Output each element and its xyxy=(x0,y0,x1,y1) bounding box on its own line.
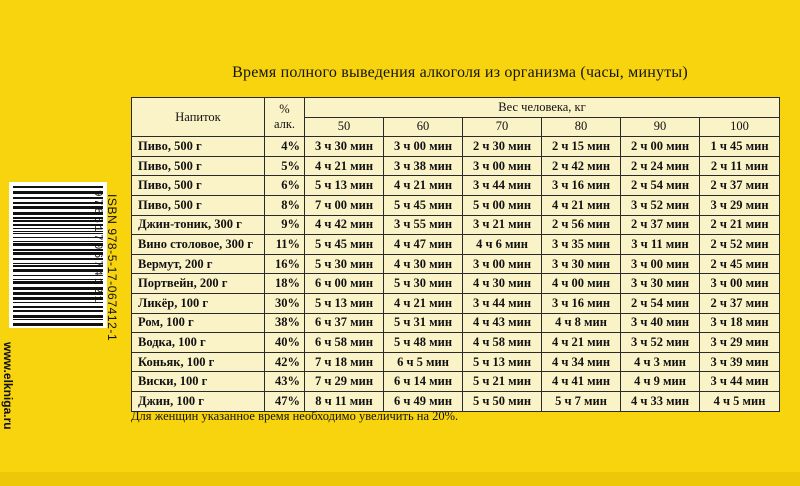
elimination-time: 4 ч 58 мин xyxy=(463,333,542,353)
elimination-time: 4 ч 5 мин xyxy=(700,391,780,411)
header-body-weight: Вес человека, кг xyxy=(305,98,780,118)
elimination-time: 4 ч 41 мин xyxy=(542,372,621,392)
alcohol-percent: 16% xyxy=(265,254,305,274)
elimination-time: 6 ч 49 мин xyxy=(384,391,463,411)
barcode-bar xyxy=(13,231,103,232)
elimination-time: 3 ч 00 мин xyxy=(463,156,542,176)
elimination-time: 3 ч 11 мин xyxy=(621,235,700,255)
alcohol-percent: 43% xyxy=(265,372,305,392)
elimination-time: 2 ч 54 мин xyxy=(621,176,700,196)
elimination-time: 3 ч 00 мин xyxy=(463,254,542,274)
elimination-time: 2 ч 56 мин xyxy=(542,215,621,235)
elimination-time: 3 ч 30 мин xyxy=(621,274,700,294)
drink-name: Пиво, 500 г xyxy=(132,195,265,215)
table-row xyxy=(132,372,780,392)
alcohol-percent: 5% xyxy=(265,156,305,176)
elimination-time: 6 ч 00 мин xyxy=(305,274,384,294)
elimination-time: 3 ч 44 мин xyxy=(700,372,780,392)
table-row xyxy=(132,137,780,157)
elimination-time: 2 ч 52 мин xyxy=(700,235,780,255)
elimination-time: 1 ч 45 мин xyxy=(700,137,780,157)
table-row xyxy=(132,235,780,255)
elimination-time: 2 ч 15 мин xyxy=(542,137,621,157)
elimination-time: 3 ч 44 мин xyxy=(463,293,542,313)
barcode-bar xyxy=(13,323,103,326)
barcode-bar xyxy=(13,279,103,280)
elimination-time: 2 ч 24 мин xyxy=(621,156,700,176)
elimination-time: 2 ч 45 мин xyxy=(700,254,780,274)
elimination-time: 3 ч 00 мин xyxy=(384,137,463,157)
header-alcohol-percent: % алк. xyxy=(265,98,305,137)
header-weight-90: 90 xyxy=(621,117,700,137)
alcohol-percent: 8% xyxy=(265,195,305,215)
barcode-bar xyxy=(13,315,103,318)
elimination-time: 4 ч 33 мин xyxy=(621,391,700,411)
alcohol-percent: 9% xyxy=(265,215,305,235)
elimination-time: 3 ч 29 мин xyxy=(700,195,780,215)
alcohol-percent: 4% xyxy=(265,137,305,157)
barcode-bar xyxy=(13,269,103,272)
barcode-digits: 9785170674121 xyxy=(91,190,103,305)
elimination-time: 2 ч 54 мин xyxy=(621,293,700,313)
elimination-time: 2 ч 21 мин xyxy=(700,215,780,235)
alcohol-elimination-table xyxy=(131,97,780,412)
barcode-bar xyxy=(13,252,103,255)
elimination-time: 3 ч 00 мин xyxy=(700,274,780,294)
header-weight-80: 80 xyxy=(542,117,621,137)
elimination-time: 3 ч 16 мин xyxy=(542,176,621,196)
elimination-time: 4 ч 00 мин xyxy=(542,274,621,294)
website-link[interactable]: www.elkniga.ru xyxy=(1,342,15,430)
barcode-bar xyxy=(13,263,103,264)
barcode-bar xyxy=(13,206,103,209)
elimination-time: 7 ч 29 мин xyxy=(305,372,384,392)
drink-name: Ром, 100 г xyxy=(132,313,265,333)
elimination-time: 6 ч 5 мин xyxy=(384,352,463,372)
elimination-time: 4 ч 34 мин xyxy=(542,352,621,372)
barcode-bar xyxy=(13,220,103,222)
elimination-time: 4 ч 9 мин xyxy=(621,372,700,392)
barcode-bar xyxy=(13,212,103,215)
elimination-time: 4 ч 42 мин xyxy=(305,215,384,235)
elimination-time: 4 ч 30 мин xyxy=(463,274,542,294)
elimination-time: 4 ч 21 мин xyxy=(542,333,621,353)
alcohol-percent: 38% xyxy=(265,313,305,333)
elimination-time: 4 ч 3 мин xyxy=(621,352,700,372)
elimination-time: 3 ч 55 мин xyxy=(384,215,463,235)
drink-name: Джин-тоник, 300 г xyxy=(132,215,265,235)
elimination-time: 3 ч 18 мин xyxy=(700,313,780,333)
header-weight-50: 50 xyxy=(305,117,384,137)
elimination-time: 5 ч 13 мин xyxy=(463,352,542,372)
elimination-time: 6 ч 37 мин xyxy=(305,313,384,333)
elimination-time: 2 ч 37 мин xyxy=(700,176,780,196)
alcohol-percent: 42% xyxy=(265,352,305,372)
barcode-bar xyxy=(13,243,103,246)
header-weight-70: 70 xyxy=(463,117,542,137)
barcode-bar xyxy=(13,237,103,238)
barcode-bar xyxy=(13,197,103,199)
barcode-bar xyxy=(13,302,103,303)
table-row xyxy=(132,156,780,176)
elimination-time: 3 ч 39 мин xyxy=(700,352,780,372)
alcohol-percent: 18% xyxy=(265,274,305,294)
barcode-bar xyxy=(13,241,103,242)
elimination-time: 3 ч 44 мин xyxy=(463,176,542,196)
footnote: Для женщин указанное время необходимо увеличить на 20%. xyxy=(131,409,459,423)
elimination-time: 3 ч 21 мин xyxy=(463,215,542,235)
barcode-bar xyxy=(13,319,103,320)
elimination-time: 5 ч 7 мин xyxy=(542,391,621,411)
elimination-time: 7 ч 00 мин xyxy=(305,195,384,215)
table-row xyxy=(132,254,780,274)
elimination-time: 6 ч 14 мин xyxy=(384,372,463,392)
alcohol-percent: 40% xyxy=(265,333,305,353)
isbn-label: ISBN 978-5-17-067412-1 xyxy=(105,194,119,342)
elimination-time: 3 ч 30 мин xyxy=(542,254,621,274)
elimination-time: 4 ч 43 мин xyxy=(463,313,542,333)
barcode-bar xyxy=(13,281,103,284)
drink-name: Пиво, 500 г xyxy=(132,137,265,157)
barcode-bar xyxy=(13,233,103,234)
table-row xyxy=(132,313,780,333)
elimination-time: 4 ч 47 мин xyxy=(384,235,463,255)
elimination-time: 3 ч 52 мин xyxy=(621,195,700,215)
elimination-time: 3 ч 00 мин xyxy=(621,254,700,274)
table-row xyxy=(132,293,780,313)
elimination-time: 4 ч 21 мин xyxy=(542,195,621,215)
barcode-bar xyxy=(13,249,103,251)
elimination-time: 5 ч 30 мин xyxy=(384,274,463,294)
barcode-bar xyxy=(13,217,103,219)
barcode-bar xyxy=(13,191,103,194)
elimination-time: 2 ч 37 мин xyxy=(700,293,780,313)
table-row xyxy=(132,195,780,215)
drink-name: Пиво, 500 г xyxy=(132,176,265,196)
elimination-time: 4 ч 6 мин xyxy=(463,235,542,255)
elimination-time: 6 ч 58 мин xyxy=(305,333,384,353)
elimination-time: 5 ч 48 мин xyxy=(384,333,463,353)
elimination-time: 3 ч 38 мин xyxy=(384,156,463,176)
table-row xyxy=(132,352,780,372)
elimination-time: 5 ч 00 мин xyxy=(463,195,542,215)
table-row xyxy=(132,176,780,196)
elimination-time: 2 ч 00 мин xyxy=(621,137,700,157)
alcohol-percent: 47% xyxy=(265,391,305,411)
elimination-time: 4 ч 21 мин xyxy=(305,156,384,176)
elimination-time: 3 ч 29 мин xyxy=(700,333,780,353)
drink-name: Виски, 100 г xyxy=(132,372,265,392)
elimination-time: 5 ч 50 мин xyxy=(463,391,542,411)
elimination-time: 4 ч 21 мин xyxy=(384,293,463,313)
barcode-bar xyxy=(13,228,103,229)
elimination-time: 3 ч 52 мин xyxy=(621,333,700,353)
barcode-bar xyxy=(13,275,103,276)
table-row xyxy=(132,274,780,294)
elimination-time: 2 ч 11 мин xyxy=(700,156,780,176)
elimination-time: 3 ч 35 мин xyxy=(542,235,621,255)
drink-name: Водка, 100 г xyxy=(132,333,265,353)
header-weight-60: 60 xyxy=(384,117,463,137)
header-weight-100: 100 xyxy=(700,117,780,137)
alcohol-percent: 11% xyxy=(265,235,305,255)
elimination-time: 5 ч 21 мин xyxy=(463,372,542,392)
elimination-time: 5 ч 30 мин xyxy=(305,254,384,274)
elimination-time: 5 ч 13 мин xyxy=(305,176,384,196)
elimination-time: 5 ч 45 мин xyxy=(305,235,384,255)
barcode-bar xyxy=(13,186,103,188)
drink-name: Пиво, 500 г xyxy=(132,156,265,176)
elimination-time: 4 ч 30 мин xyxy=(384,254,463,274)
barcode-bar xyxy=(13,265,103,267)
drink-name: Джин, 100 г xyxy=(132,391,265,411)
barcode-bar xyxy=(13,224,103,226)
elimination-time: 4 ч 8 мин xyxy=(542,313,621,333)
drink-name: Коньяк, 100 г xyxy=(132,352,265,372)
elimination-time: 2 ч 30 мин xyxy=(463,137,542,157)
table-title: Время полного выведения алкоголя из организма (часы, минуты) xyxy=(232,64,688,81)
barcode-bar xyxy=(13,310,103,312)
barcode-bar xyxy=(13,202,103,204)
barcode-bar xyxy=(13,287,103,290)
alcohol-percent: 30% xyxy=(265,293,305,313)
drink-name: Портвейн, 200 г xyxy=(132,274,265,294)
table-row xyxy=(132,333,780,353)
elimination-time: 4 ч 21 мин xyxy=(384,176,463,196)
drink-name: Вермут, 200 г xyxy=(132,254,265,274)
barcode-bar xyxy=(13,258,103,260)
barcode-bar xyxy=(13,306,103,308)
elimination-time: 7 ч 18 мин xyxy=(305,352,384,372)
elimination-time: 2 ч 42 мин xyxy=(542,156,621,176)
elimination-time: 5 ч 45 мин xyxy=(384,195,463,215)
barcode-bar xyxy=(13,292,103,295)
alcohol-percent: 6% xyxy=(265,176,305,196)
elimination-time: 3 ч 30 мин xyxy=(305,137,384,157)
elimination-time: 5 ч 31 мин xyxy=(384,313,463,333)
drink-name: Ликёр, 100 г xyxy=(132,293,265,313)
table-row xyxy=(132,215,780,235)
elimination-time: 8 ч 11 мин xyxy=(305,391,384,411)
header-drink: Напиток xyxy=(132,98,265,137)
barcode-bar xyxy=(13,297,103,300)
elimination-time: 3 ч 40 мин xyxy=(621,313,700,333)
elimination-time: 3 ч 16 мин xyxy=(542,293,621,313)
elimination-time: 5 ч 13 мин xyxy=(305,293,384,313)
elimination-time: 2 ч 37 мин xyxy=(621,215,700,235)
cover-bottom-edge xyxy=(0,472,800,486)
drink-name: Вино столовое, 300 г xyxy=(132,235,265,255)
